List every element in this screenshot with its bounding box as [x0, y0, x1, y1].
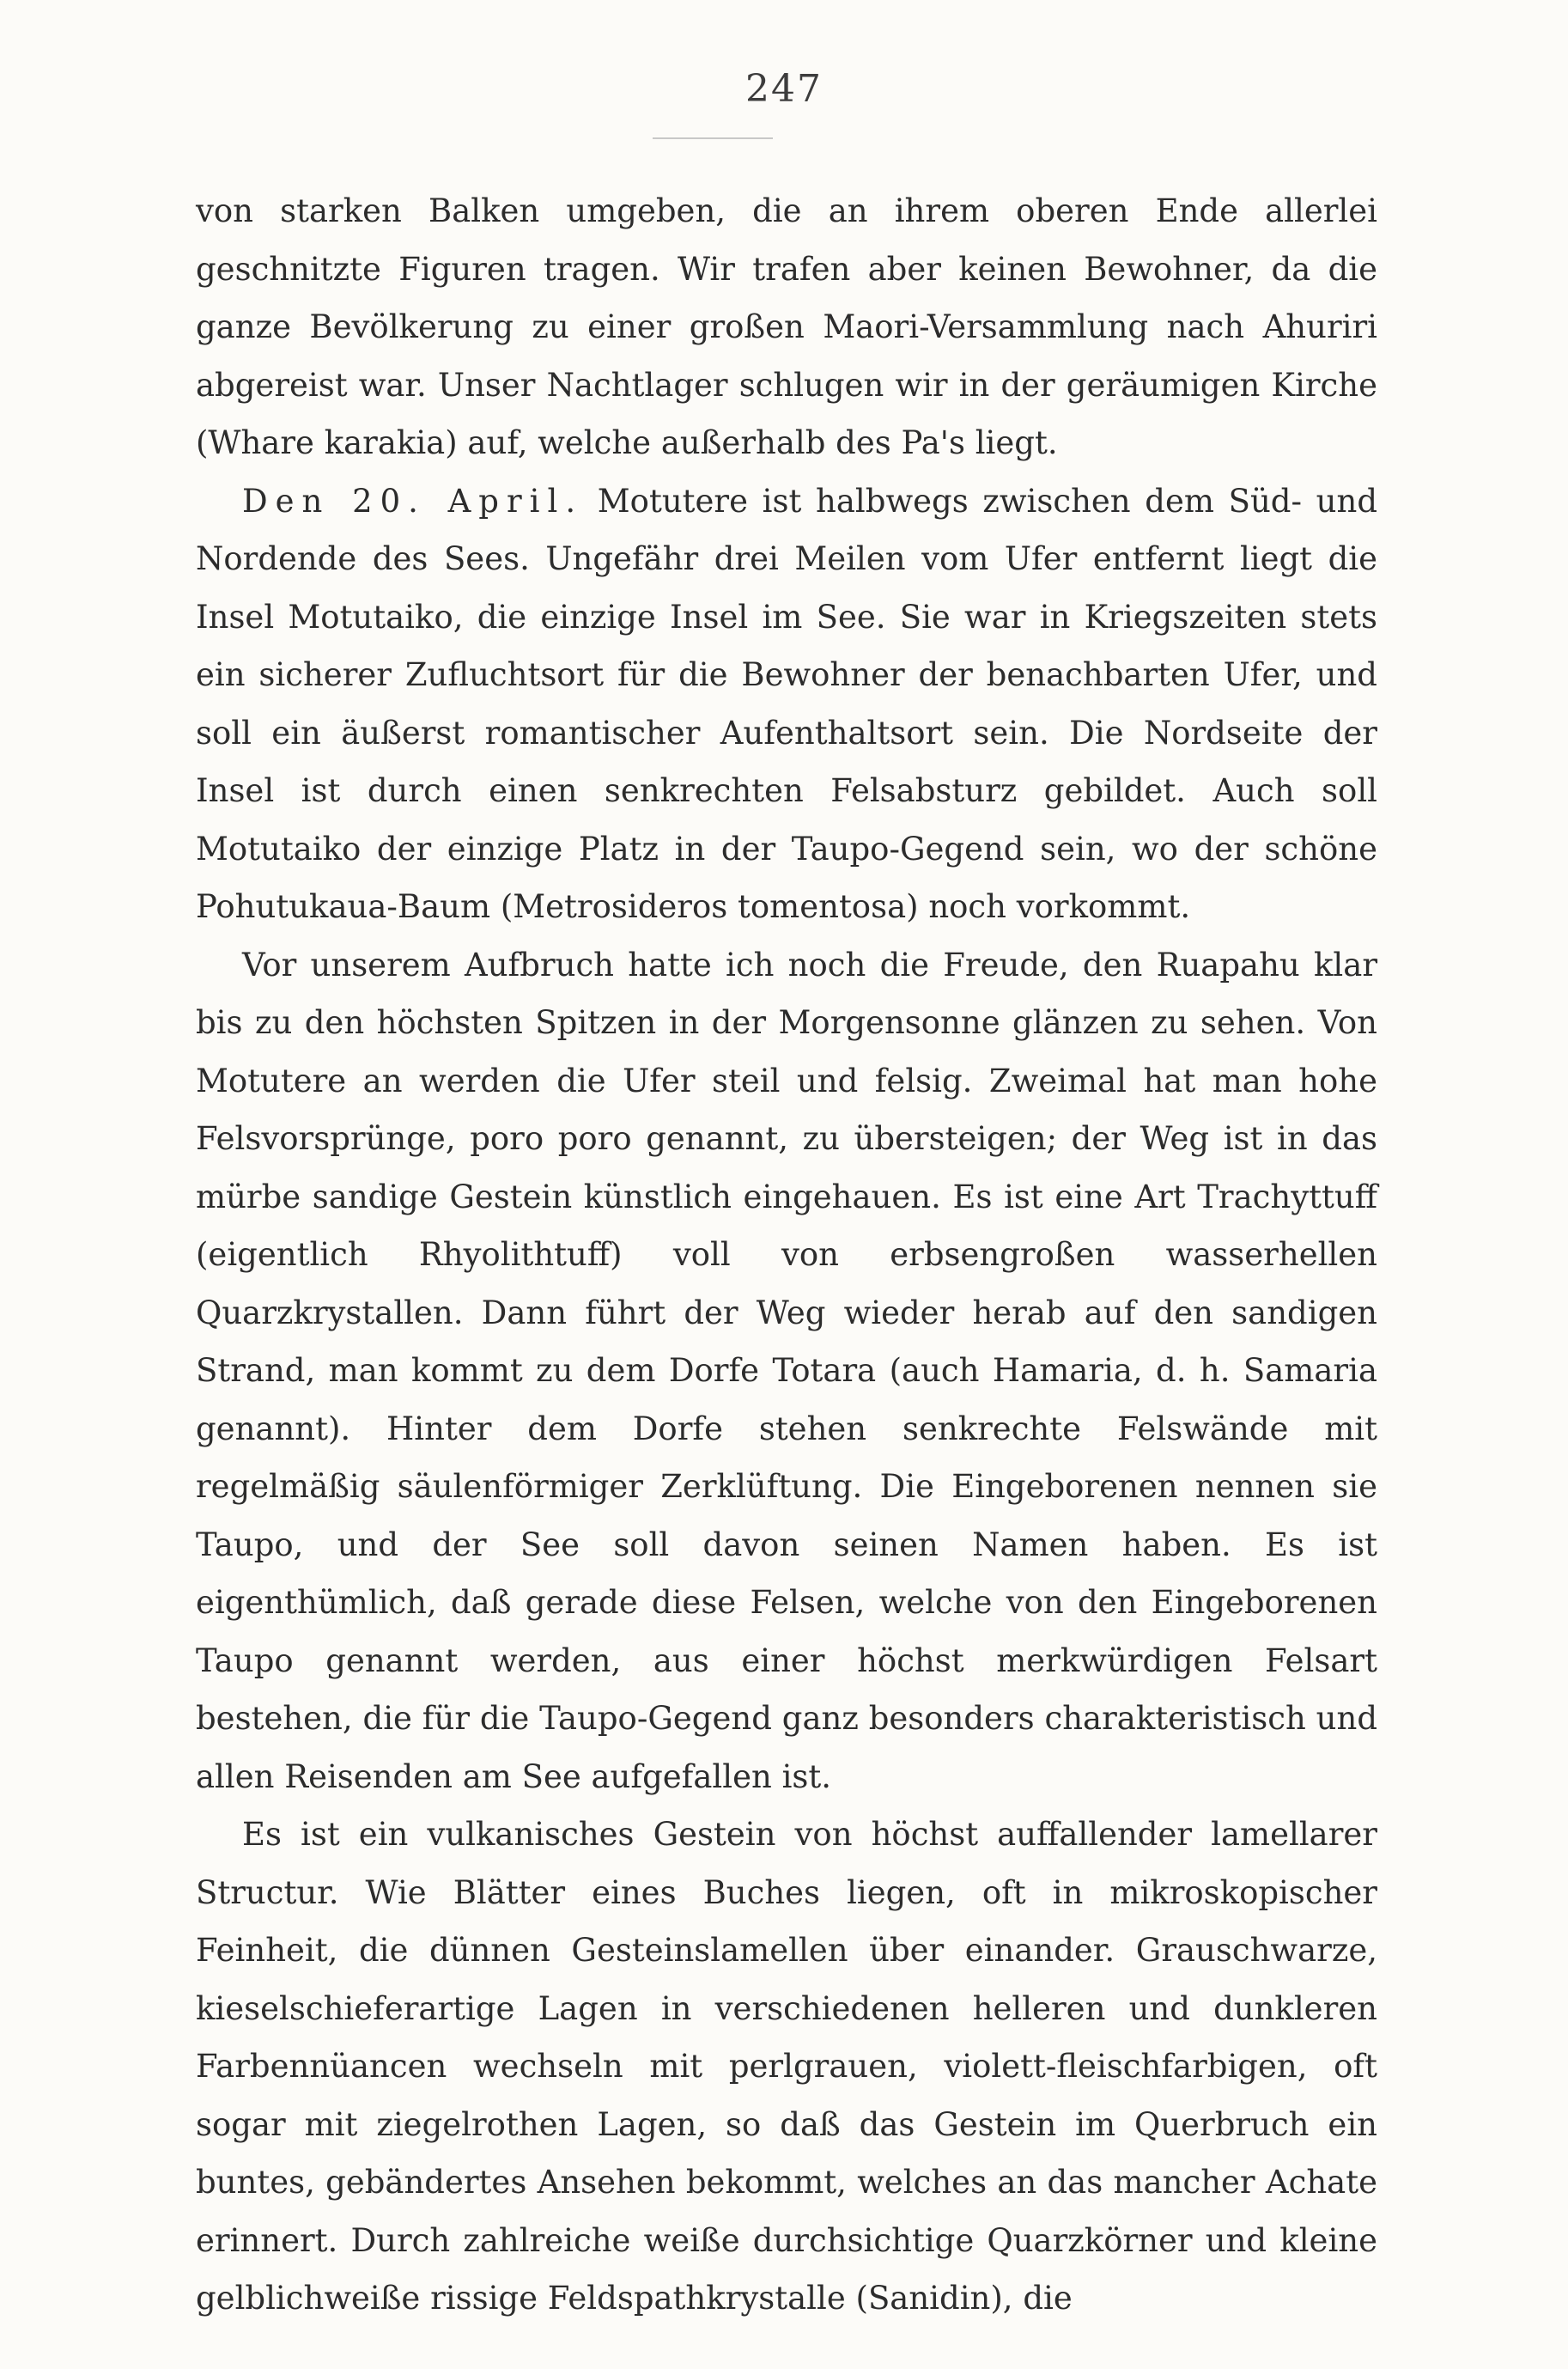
paragraph-3: Vor unserem Aufbruch hatte ich noch die Freude, den Ruapahu klar bis zu den höchsten Spitzen in der Morgensonne glänzen zu sehen. Von Motutere an werden die Ufer steil und felsig. Zweimal hat man hohe Felsvorsprünge, poro poro genannt, zu übersteigen; der Weg ist in das mürbe sandige Gestein künstlich eingehauen. Es ist eine Art Trachyttuff (eigentlich Rhyolithtuff) voll von erbsengroßen wasserhellen Quarzkrystallen. Dann führt der Weg wieder herab auf den sandigen Strand, man kommt zu dem Dorfe Totara (auch Hamaria, d. h. Samaria genannt). Hinter dem Dorfe stehen senkrechte Felswände mit regelmäßig säulenförmiger Zerklüftung. Die Eingeborenen nennen sie Taupo, und der See soll davon seinen Namen haben. Es ist eigenthümlich, daß gerade diese Felsen, welche von den Eingeborenen Taupo genannt werden, aus einer höchst merkwürdigen Felsart bestehen, die für die Taupo-Gegend ganz besonders charakteristisch und allen Reisenden am See aufgefallen ist.	[196, 946, 1377, 1795]
paragraph-2-text: Motutere ist halbwegs zwischen dem Süd- und Nordende des Sees. Ungefähr drei Meilen vom Ufer entfernt liegt die Insel Motutaiko, die einzige Insel im See. Sie war in Kriegszeiten stets ein sicherer Zufluchtsort für die Bewohner der benachbarten Ufer, und soll ein äußerst romantischer Aufenthaltsort sein. Die Nordseite der Insel ist durch einen senkrechten Felsabsturz gebildet. Auch soll Motutaiko der einzige Platz in der Taupo-Gegend sein, wo der schöne Pohutukaua-Baum (Metrosideros tomentosa) noch vorkommt.	[196, 482, 1378, 925]
body-text	[196, 182, 1377, 2328]
header-rule	[653, 137, 773, 139]
date-heading: Den 20. April.	[242, 482, 584, 520]
paragraph-2	[196, 472, 1377, 936]
page-number: 247	[745, 67, 823, 111]
paragraph-4: Es ist ein vulkanisches Gestein von höchst auffallender lamellarer Structur. Wie Blätter eines Buches liegen, oft in mikroskopischer Feinheit, die dünnen Gesteinslamellen über einander. Grauschwarze, kieselschieferartige Lagen in verschiedenen helleren und dunkleren Farbennüancen wechseln mit perlgrauen, violett-fleischfarbigen, oft sogar mit ziegelrothen Lagen, so daß das Gestein im Querbruch ein buntes, gebändertes Ansehen bekommt, welches an das mancher Achate erinnert. Durch zahlreiche weiße durchsichtige Quarzkörner und kleine gelblichweiße rissige Feldspathkrystalle (Sanidin), die	[196, 1816, 1377, 2317]
paragraph-1: von starken Balken umgeben, die an ihrem oberen Ende allerlei geschnitzte Figuren tragen. Wir trafen aber keinen Bewohner, da die ganze Bevölkerung zu einer großen Maori-Versammlung nach Ahuriri abgereist war. Unser Nachtlager schlugen wir in der geräumigen Kirche (Whare karakia) auf, welche außerhalb des Pa's liegt.	[196, 192, 1377, 461]
